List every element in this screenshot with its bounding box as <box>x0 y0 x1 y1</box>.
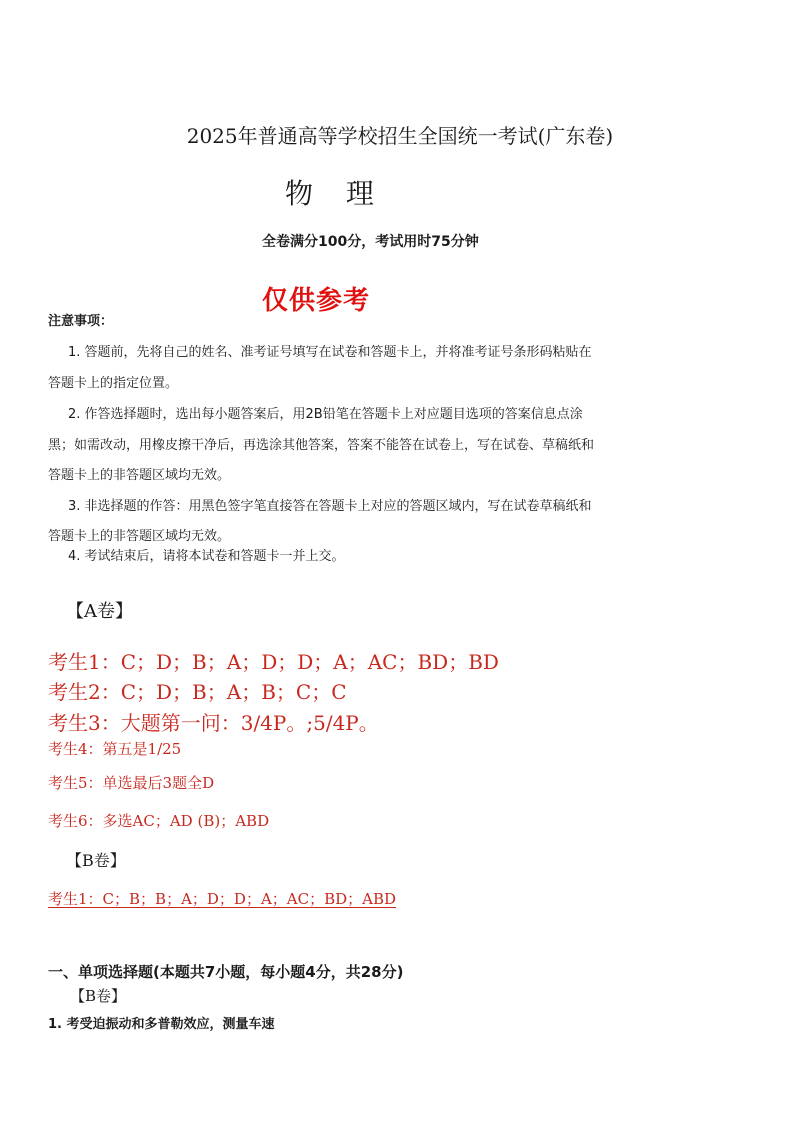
score-info: 全卷满分100分，考试用时75分钟 <box>262 234 479 250</box>
section-b-label: 【B卷】 <box>66 851 126 870</box>
note-line: 1. 答题前，先将自己的姓名、准考证号填写在试卷和答题卡上，并将准考证号条形码粘贴在 <box>68 345 592 360</box>
exam-title: 2025年普通高等学校招生全国统一考试(广东卷) <box>186 124 614 148</box>
answer-line: 考生3：大题第一问：3/4P。;5/4P。 <box>48 711 379 735</box>
question-section-b-label: 【B卷】 <box>70 987 127 1005</box>
notes-heading: 注意事项： <box>48 314 114 329</box>
note-line: 答题卡上的非答题区域均无效。 <box>48 529 231 544</box>
note-line: 答题卡上的非答题区域均无效。 <box>48 468 231 483</box>
section-a-label: 【A卷】 <box>66 601 133 622</box>
question-1-text: 1. 考受迫振动和多普勒效应，测量车速 <box>48 1017 275 1032</box>
note-line: 黑；如需改动，用橡皮擦干净后，再选涂其他答案，答案不能答在试卷上，写在试卷、草稿纸和 <box>48 438 595 453</box>
answer-line: 考生1：C；D；B；A；D；D；A；AC；BD；BD <box>48 650 499 674</box>
subject-title: 物 理 <box>285 177 386 210</box>
note-line: 答题卡上的指定位置。 <box>48 376 179 391</box>
answer-line: 考生1：C；B；B；A；D；D；A；AC；BD；ABD <box>48 890 397 908</box>
reference-only-stamp: 仅供参考 <box>262 286 371 316</box>
answer-line: 考生4：第五是1/25 <box>48 740 182 758</box>
note-line: 3. 非选择题的作答：用黑色签字笔直接答在答题卡上对应的答题区域内，写在试卷草稿纸和 <box>68 499 592 514</box>
note-line: 4. 考试结束后，请将本试卷和答题卡一并上交。 <box>68 549 345 564</box>
section-heading: 一、单项选择题(本题共7小题，每小题4分，共28分) <box>48 963 404 981</box>
answer-line: 考生2：C；D；B；A；B；C；C <box>48 680 347 704</box>
answer-line: 考生6：多选AC；AD (B)；ABD <box>48 812 270 830</box>
note-line: 2. 作答选择题时，选出每小题答案后，用2B铅笔在答题卡上对应题目选项的答案信息点涂 <box>68 407 583 422</box>
answer-line: 考生5：单选最后3题全D <box>48 774 215 792</box>
